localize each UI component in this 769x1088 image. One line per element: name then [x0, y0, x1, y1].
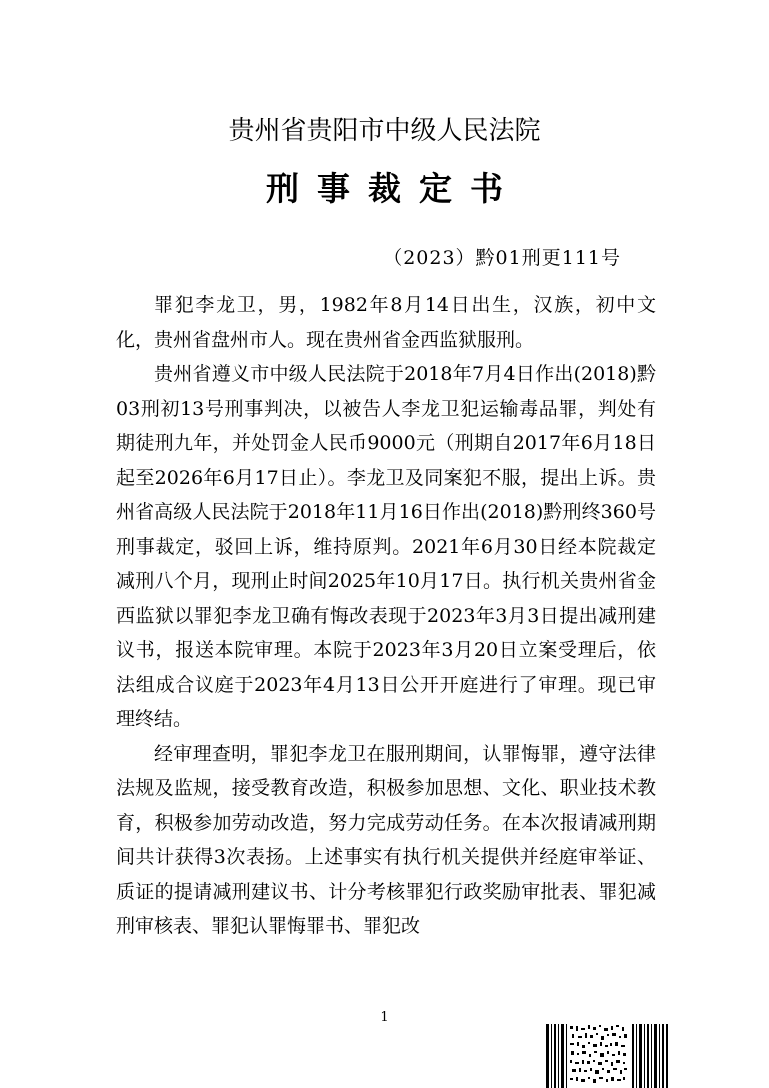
paragraph-case-history: 贵州省遵义市中级人民法院于2018年7月4日作出(2018)黔03刑初13号刑事判决，以被告人李龙卫犯运输毒品罪，判处有期徒刑九年，并处罚金人民币9000元（刑期自2017年6月18日起至2026年6月17日止）。李龙卫及同案犯不服，提出上诉。贵州省高级人民法院于2018年11月16日作出(2018)黔刑终360号刑事裁定，驳回上诉，维持原判。2021年6月30日经本院裁定减刑八个月，现刑止时间2025年10月17日。执行机关贵州省金西监狱以罪犯李龙卫确有悔改表现于2023年3月3日提出减刑建议书，报送本院审理。本院于2023年3月20日立案受理后，依法组成合议庭于2023年4月13日公开开庭进行了审理。现已审理终结。 — [116, 363, 656, 730]
paragraph-defendant-info: 罪犯李龙卫，男，1982年8月14日出生，汉族，初中文化，贵州省盘州市人。现在贵州省金西监狱服刑。 — [116, 294, 656, 351]
paragraph-findings: 经审理查明，罪犯李龙卫在服刑期间，认罪悔罪，遵守法律法规及监规，接受教育改造，积极参加思想、文化、职业技术教育，积极参加劳动改造，努力完成劳动任务。在本次报请减刑期间共计获得3次表扬。上述事实有执行机关提供并经庭审举证、质证的提请减刑建议书、计分考核罪犯行政奖励审批表、罪犯减刑审核表、罪犯认罪悔罪书、罪犯改 — [116, 742, 656, 937]
court-name: 贵州省贵阳市中级人民法院 — [228, 116, 541, 146]
document-title: 刑事裁定书 — [266, 169, 521, 208]
barcode-icon — [546, 1024, 668, 1088]
page-number: 1 — [380, 1010, 389, 1025]
case-number: （2023）黔01刑更111号 — [383, 247, 621, 269]
document-body — [116, 288, 656, 944]
